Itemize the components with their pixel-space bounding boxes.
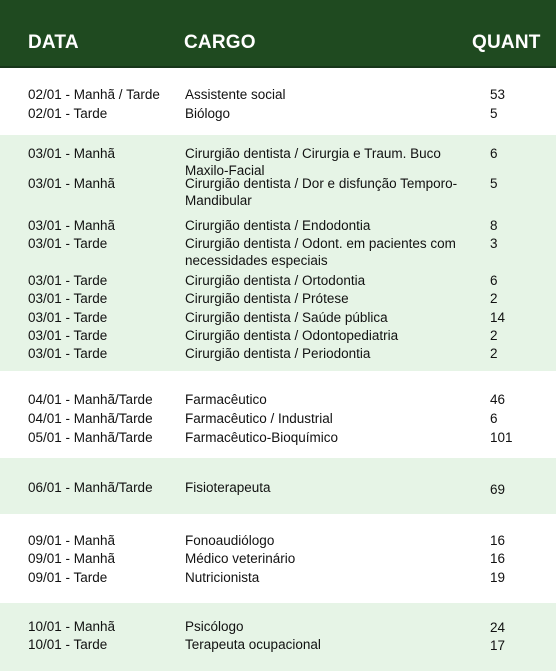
cell-cargo: Nutricionista — [185, 570, 260, 585]
cell-quant: 101 — [490, 430, 513, 445]
cell-quant: 19 — [490, 570, 506, 585]
row-group — [0, 603, 556, 671]
cell-cargo: Médico veterinário — [185, 551, 296, 566]
cell-quant: 2 — [490, 291, 498, 306]
cell-date: 03/01 - Manhã — [28, 218, 116, 233]
cell-date: 04/01 - Manhã/Tarde — [28, 411, 153, 426]
cell-date: 04/01 - Manhã/Tarde — [28, 392, 153, 407]
cell-quant: 17 — [490, 638, 506, 653]
cell-cargo: Assistente social — [185, 87, 286, 102]
row-group — [0, 371, 556, 458]
cell-quant: 5 — [490, 106, 498, 121]
cell-cargo: Cirurgião dentista / Odont. em pacientes com necessidades especiais — [185, 236, 456, 268]
cell-cargo: Cirurgião dentista / Saúde pública — [185, 310, 388, 325]
cell-date: 03/01 - Tarde — [28, 328, 108, 343]
table-header — [0, 0, 556, 68]
cell-date: 09/01 - Tarde — [28, 570, 108, 585]
cell-cargo: Cirurgião dentista / Prótese — [185, 291, 349, 306]
cell-quant: 2 — [490, 346, 498, 361]
cell-quant: 16 — [490, 533, 506, 548]
cell-cargo: Cirurgião dentista / Odontopediatria — [185, 328, 399, 343]
cell-quant: 2 — [490, 328, 498, 343]
cell-date: 06/01 - Manhã/Tarde — [28, 480, 153, 495]
cell-quant: 6 — [490, 146, 498, 161]
cell-cargo: Cirurgião dentista / Periodontia — [185, 346, 371, 361]
cell-quant: 6 — [490, 273, 498, 288]
row-group — [0, 135, 556, 371]
cell-cargo: Farmacêutico / Industrial — [185, 411, 333, 426]
cell-date: 10/01 - Manhã — [28, 619, 116, 634]
cell-cargo: Fisioterapeuta — [185, 480, 271, 495]
cell-cargo: Cirurgião dentista / Endodontia — [185, 218, 371, 233]
cell-cargo: Terapeuta ocupacional — [185, 637, 321, 652]
cell-date: 03/01 - Manhã — [28, 146, 116, 161]
header-quant: QUANT — [472, 32, 541, 53]
cell-date: 02/01 - Tarde — [28, 106, 108, 121]
cell-date: 02/01 - Manhã / Tarde — [28, 87, 160, 102]
cell-quant: 46 — [490, 392, 506, 407]
cell-cargo: Farmacêutico-Bioquímico — [185, 430, 339, 445]
cell-date: 03/01 - Manhã — [28, 176, 116, 191]
row-group — [0, 458, 556, 514]
cell-cargo: Farmacêutico — [185, 392, 267, 407]
cell-quant: 16 — [490, 551, 506, 566]
cell-date: 09/01 - Manhã — [28, 533, 116, 548]
cell-quant: 24 — [490, 620, 506, 635]
cell-cargo: Fonoaudiólogo — [185, 533, 275, 548]
cell-cargo: Biólogo — [185, 106, 231, 121]
cell-cargo: Cirurgião dentista / Ortodontia — [185, 273, 366, 288]
row-group — [0, 514, 556, 603]
cell-cargo: Cirurgião dentista / Dor e disfunção Temporo-Mandibular — [185, 176, 458, 208]
cell-quant: 3 — [490, 236, 498, 251]
cell-quant: 69 — [490, 482, 506, 497]
cell-quant: 5 — [490, 176, 498, 191]
cell-quant: 6 — [490, 411, 498, 426]
cell-date: 10/01 - Tarde — [28, 637, 108, 652]
cell-date: 03/01 - Tarde — [28, 236, 108, 251]
cell-cargo: Psicólogo — [185, 619, 244, 634]
header-cargo: CARGO — [184, 32, 256, 53]
cell-date: 05/01 - Manhã/Tarde — [28, 430, 153, 445]
header-date: DATA — [28, 32, 79, 53]
cell-date: 03/01 - Tarde — [28, 273, 108, 288]
cell-date: 03/01 - Tarde — [28, 310, 108, 325]
cell-quant: 53 — [490, 87, 506, 102]
cell-date: 03/01 - Tarde — [28, 346, 108, 361]
row-group — [0, 68, 556, 135]
cell-quant: 14 — [490, 310, 506, 325]
cell-quant: 8 — [490, 218, 498, 233]
cell-cargo: Cirurgião dentista / Cirurgia e Traum. Buco Maxilo-Facial — [185, 146, 441, 178]
cell-date: 09/01 - Manhã — [28, 551, 116, 566]
cell-date: 03/01 - Tarde — [28, 291, 108, 306]
